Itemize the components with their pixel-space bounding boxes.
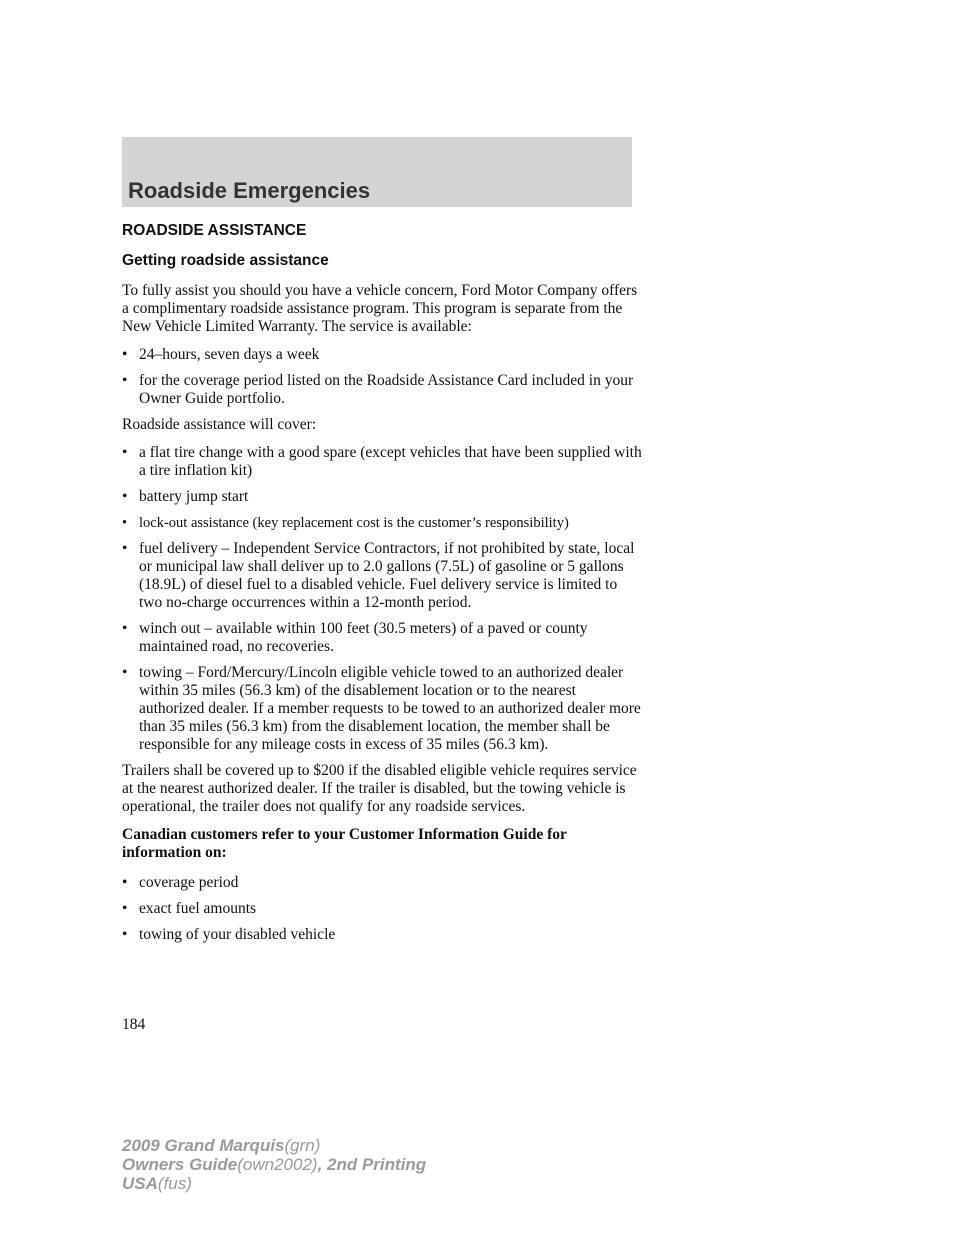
list-item: • a flat tire change with a good spare (except vehicles that have been supplied with a tire inflation kit) (122, 444, 642, 479)
page-number: 184 (122, 1016, 146, 1033)
bullet-icon: • (122, 900, 128, 917)
coverage-intro: Roadside assistance will cover: (122, 416, 317, 433)
list-item: • towing – Ford/Mercury/Lincoln eligible vehicle towed to an authorized dealer within 35 miles (56.3 km) of the disablement location or to the nearest authorized dealer. If a member requests to be towed to an authorized dealer more than 35 miles (56.3 km) from the disablement location, the member shall be responsible for any mileage costs in excess of 35 miles (56.3 km). (122, 664, 641, 753)
bullet-icon: • (122, 515, 128, 531)
bullet-icon: • (122, 444, 128, 461)
list-item: • battery jump start (122, 488, 249, 505)
footer-line-2: Owners Guide(own2002), 2nd Printing (122, 1155, 427, 1174)
list-item: • fuel delivery – Independent Service Contractors, if not prohibited by state, local or municipal law shall deliver up to 2.0 gallons (7.5L) of gasoline or 5 gallons (18.9L) of diesel fuel to a disabled vehicle. Fuel delivery service is limited to two no-charge occurrences within a 12-month period. (122, 540, 635, 611)
footer-line-1: 2009 Grand Marquis(grn) (122, 1136, 321, 1155)
print-footer (122, 1136, 426, 1193)
list-item: • towing of your disabled vehicle (122, 926, 336, 943)
list-item: • winch out – available within 100 feet (30.5 meters) of a paved or county maintained road, no recoveries. (122, 620, 588, 655)
bullet-icon: • (122, 488, 128, 505)
availability-list (122, 346, 642, 408)
section-heading: ROADSIDE ASSISTANCE (122, 222, 307, 239)
coverage-list (122, 444, 642, 754)
list-item: • 24–hours, seven days a week (122, 346, 320, 363)
canadian-list (122, 874, 642, 944)
canadian-heading: Canadian customers refer to your Customer Information Guide for information on: (122, 826, 567, 861)
intro-paragraph: To fully assist you should you have a vehicle concern, Ford Motor Company offers a complimentary roadside assistance program. This program is separate from the New Vehicle Limited Warranty. The service is available: (122, 282, 638, 335)
section-title: Roadside Emergencies (128, 178, 371, 203)
subheading: Getting roadside assistance (122, 252, 329, 269)
list-item: • coverage period (122, 874, 239, 891)
bullet-icon: • (122, 540, 128, 557)
trailers-paragraph: Trailers shall be covered up to $200 if the disabled eligible vehicle requires service at the nearest authorized dealer. If the trailer is disabled, but the towing vehicle is operational, the trailer does not qualify for any roadside services. (122, 762, 637, 815)
list-item: • exact fuel amounts (122, 900, 257, 917)
bullet-icon: • (122, 372, 128, 389)
bullet-icon: • (122, 620, 128, 637)
list-item: • for the coverage period listed on the Roadside Assistance Card included in your Owner Guide portfolio. (122, 372, 634, 407)
bullet-icon: • (122, 874, 128, 891)
list-item: • lock-out assistance (key replacement cost is the customer’s responsibility) (122, 515, 569, 531)
footer-line-3: USA(fus) (122, 1174, 192, 1193)
bullet-icon: • (122, 926, 128, 943)
page-content (122, 222, 642, 952)
bullet-icon: • (122, 664, 128, 681)
bullet-icon: • (122, 346, 128, 363)
